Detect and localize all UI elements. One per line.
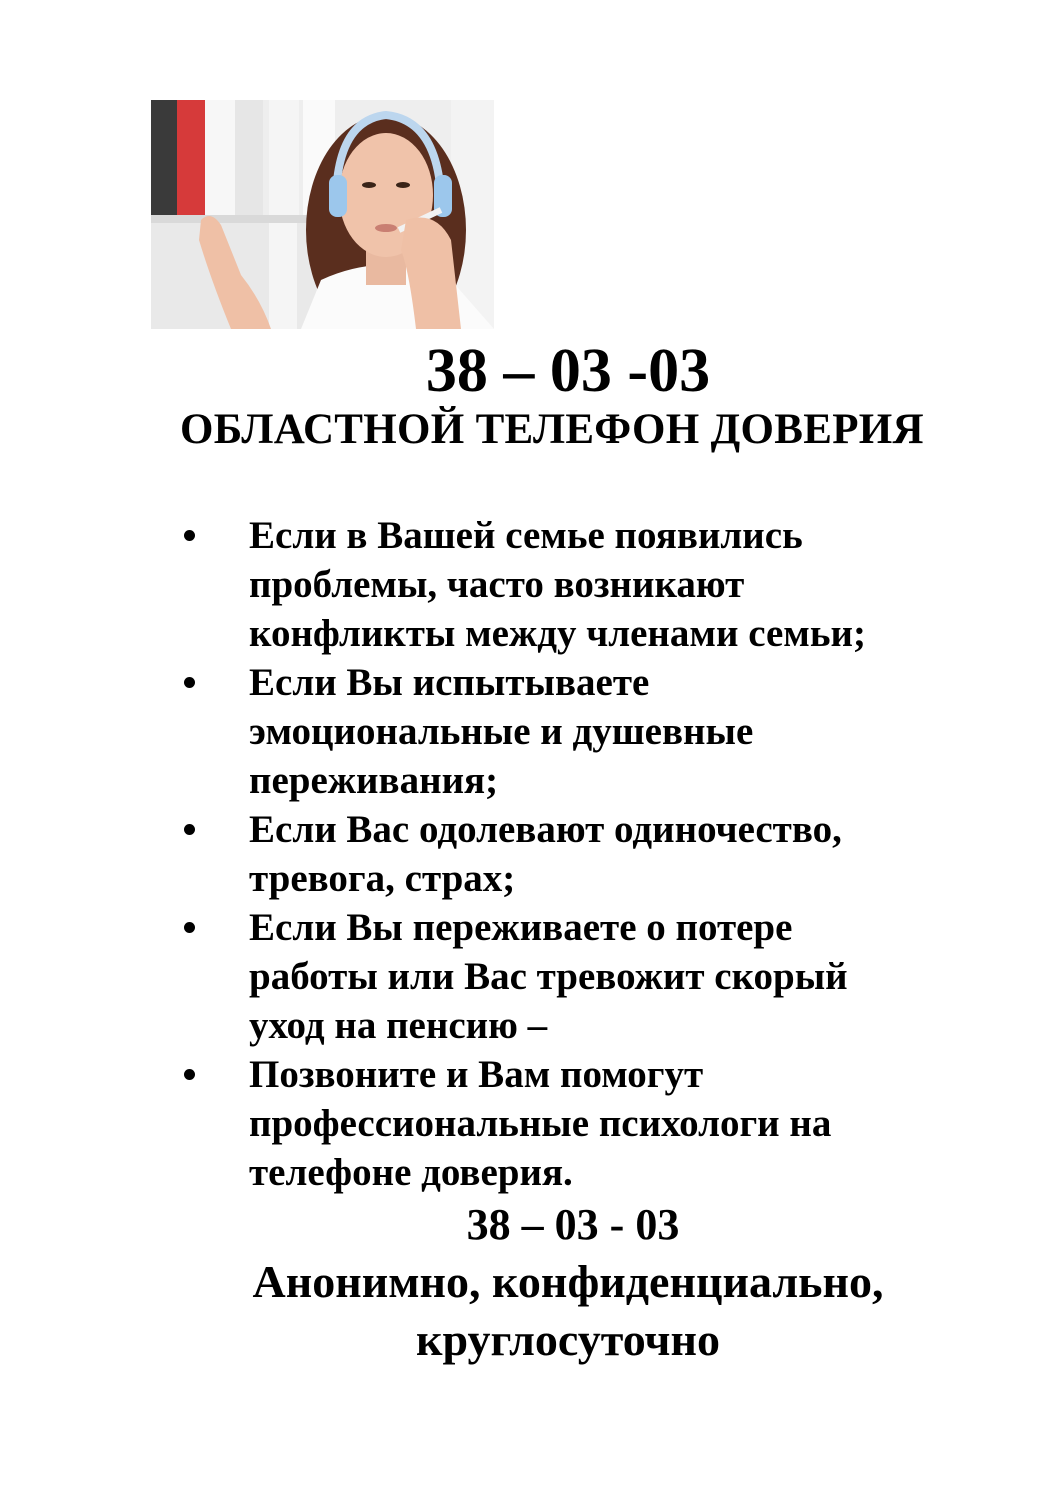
list-item [180,903,980,1050]
bullet-icon [184,677,195,688]
list-item [180,805,980,903]
bullet-icon [184,922,195,933]
list-item-line: переживания; [249,759,499,802]
list-item [180,511,980,658]
list-item-line: Если Вас одолевают одиночество, [249,808,842,851]
list-item-line: профессиональные психологи на [249,1102,832,1145]
list-item-line: телефоне доверия. [249,1151,573,1194]
tagline [0,1253,1061,1369]
list-item-line: проблемы, часто возникают [249,563,745,606]
bullet-icon [184,530,195,541]
list-item [180,1050,980,1197]
situations-list [180,511,980,1197]
tagline-line: Анонимно, конфиденциально, [252,1256,884,1307]
list-item-line: работы или Вас тревожит скорый [249,955,848,998]
bullet-icon [184,824,195,835]
list-item [180,658,980,805]
list-item-line: Если Вы переживаете о потере [249,906,793,949]
list-item-line: Если в Вашей семье появились [249,514,803,557]
bullet-icon [184,1069,195,1080]
list-item-line: Если Вы испытываете [249,661,650,704]
list-item-line: уход на пенсию – [249,1004,548,1047]
tagline-line: круглосуточно [416,1314,720,1365]
list-item-line: конфликты между членами семьи; [249,612,866,655]
hotline-title: ОБЛАСТНОЙ ТЕЛЕФОН ДОВЕРИЯ [180,406,924,453]
list-item-line: тревога, страх; [249,857,516,900]
hotline-number: 38 – 03 -03 [425,337,711,405]
operator-photo [151,100,494,329]
list-item-line: Позвоните и Вам помогут [249,1053,704,1096]
list-item-line: эмоциональные и душевные [249,710,754,753]
hotline-number-footer: 38 – 03 - 03 [466,1200,680,1249]
